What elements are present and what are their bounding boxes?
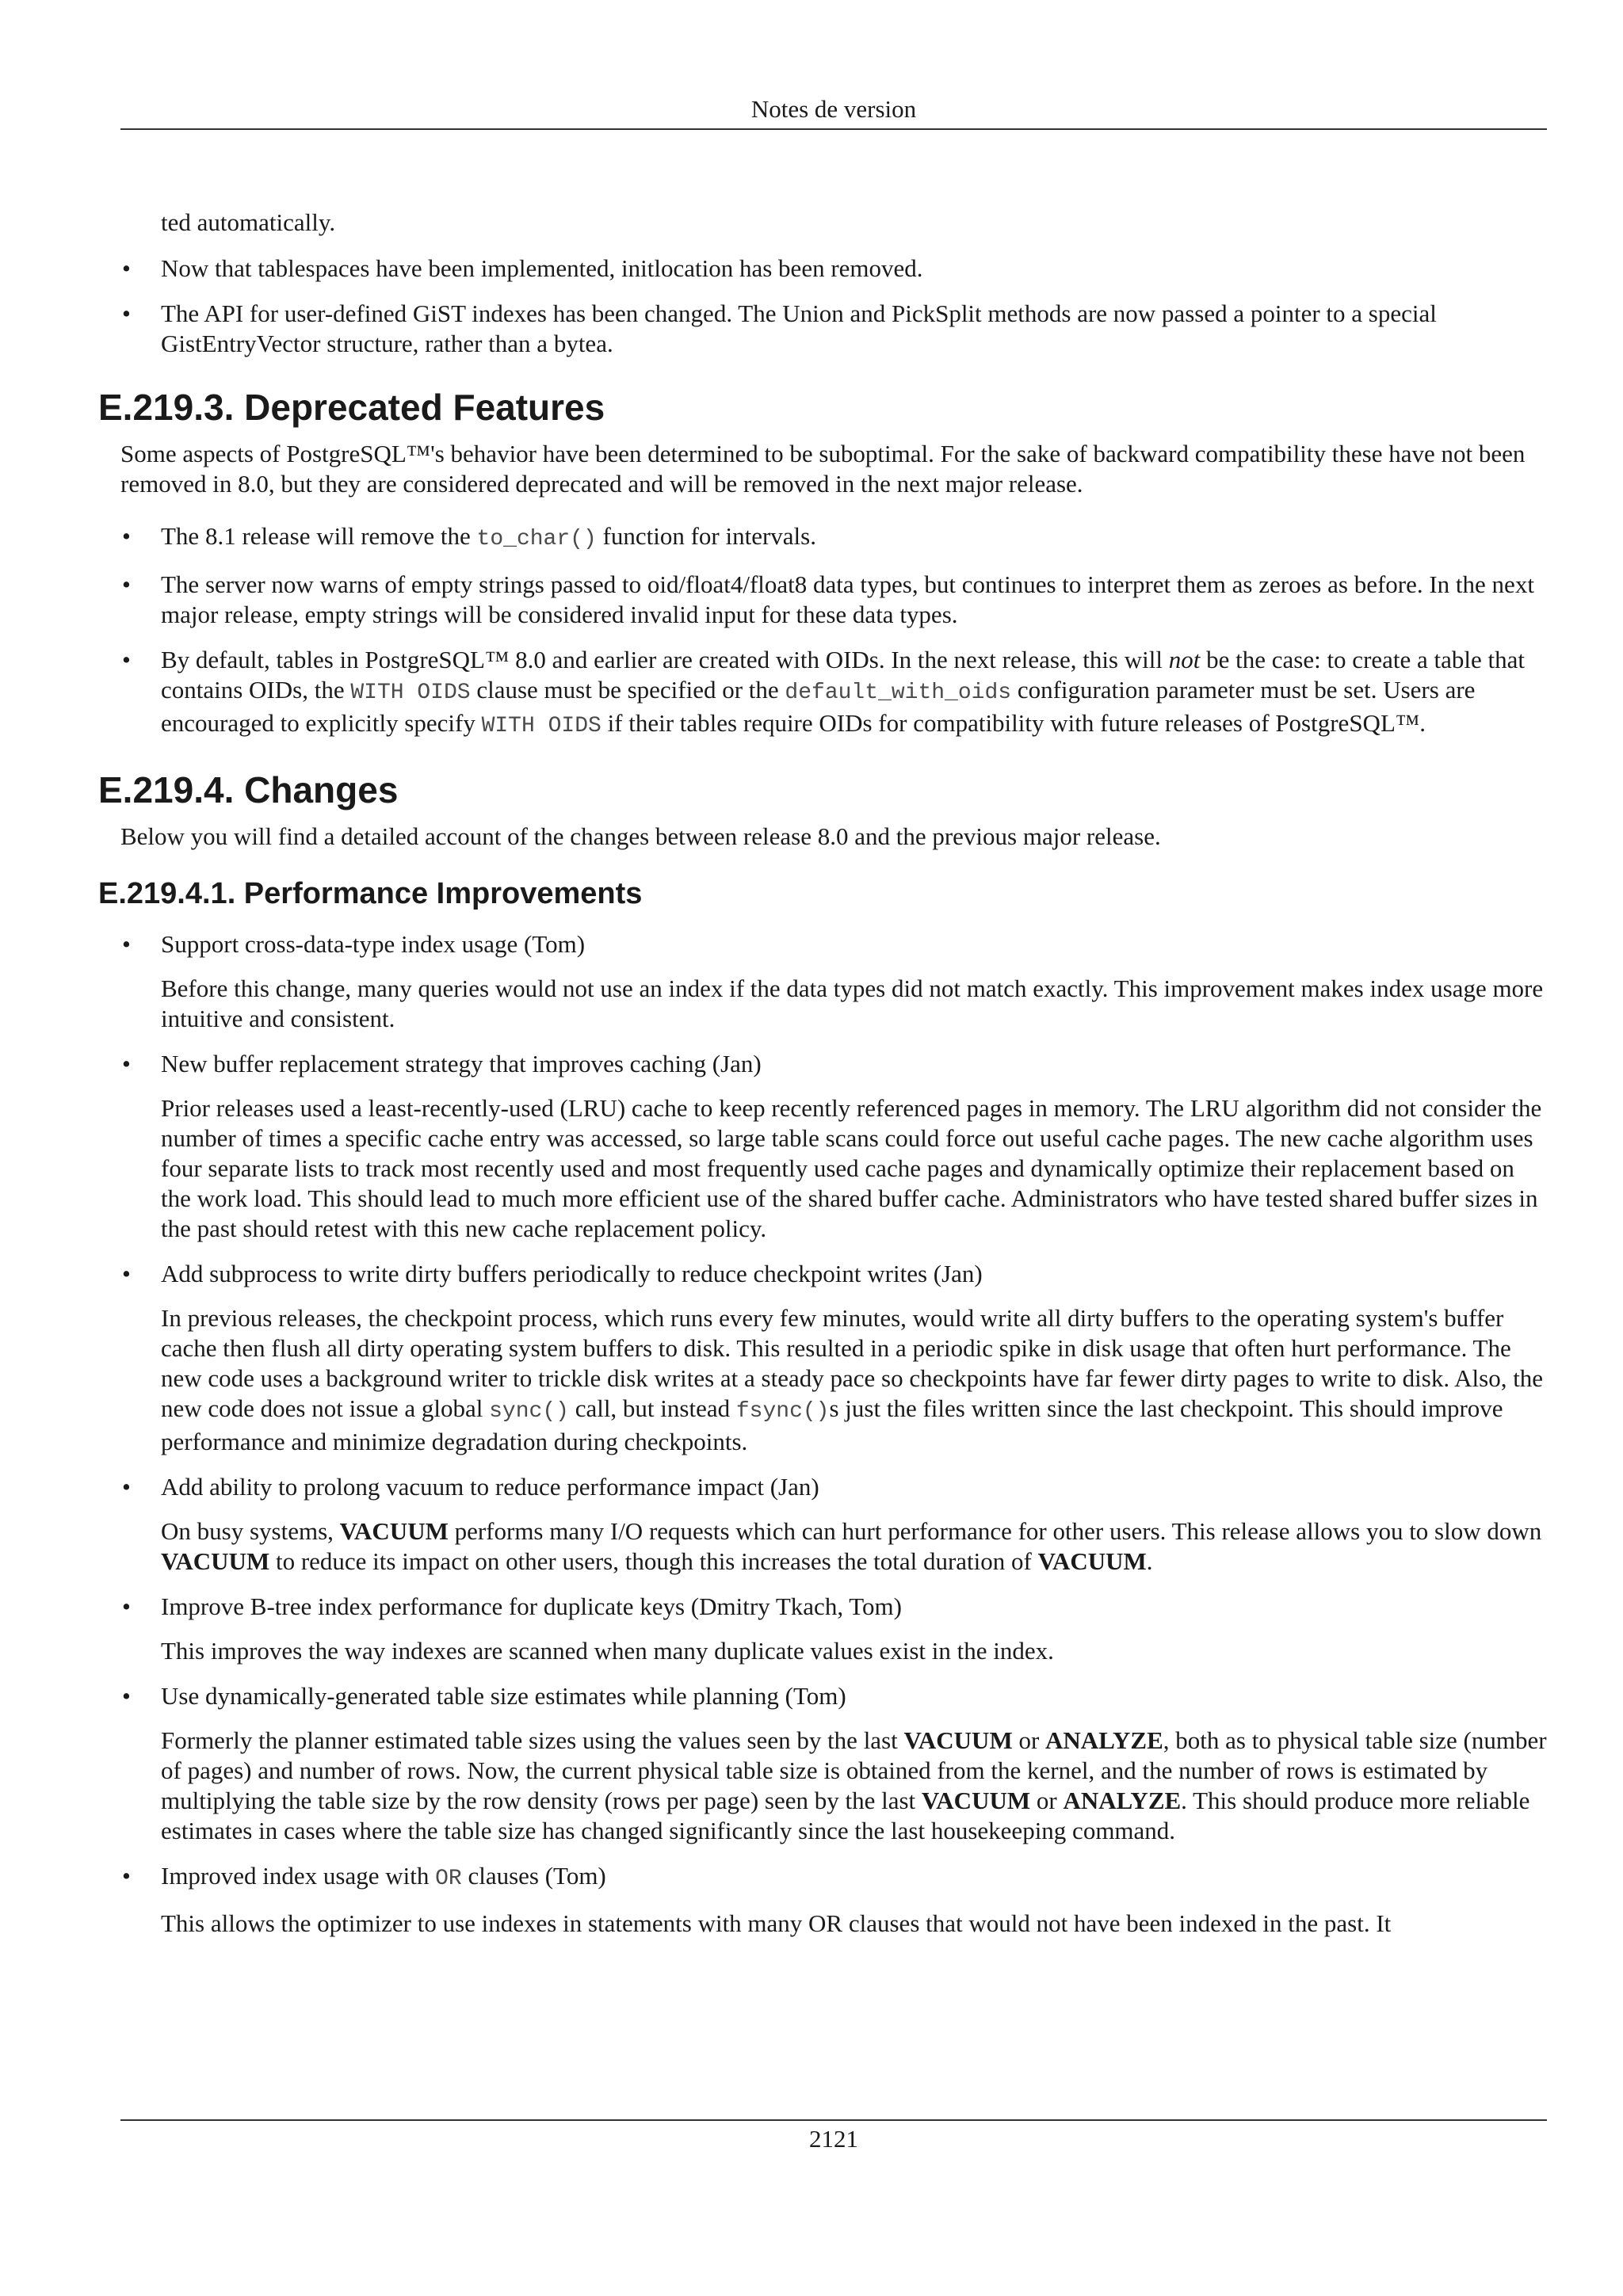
bullet: • [122,1473,131,1501]
list-item: • Improved index usage with OR clauses (Tom) This allows the optimizer to use indexes in statements with many OR clauses that would not have been indexed in the past. It [122,1862,1392,1937]
list-item: • Support cross-data-type index usage (Tom) Before this change, many queries would not use an index if the data types did not match exactly. This improvement makes index usage more intuitive and consistent. [122,930,1544,1032]
list-item: • New buffer replacement strategy that improves caching (Jan) Prior releases used a least-recently-used (LRU) cache to keep recently referenced pages in memory. The LRU algorithm did not consider the number of times a specific cache entry was accessed, so large table scans could force out useful cache pages. The new cache algorithm uses four separate lists to track most recently used and most frequently used cache pages and dynamically optimize their replacement based on the work load. This should lead to much more efficient use of the shared buffer cache. Administrators who have tested shared buffer sizes in the past should retest with this new cache replacement policy. [122,1050,1542,1242]
list-item: • The server now warns of empty strings passed to oid/float4/float8 data types, but continues to interpret them as zeroes as before. In the next major release, empty strings will be considered invalid input for these data types. [122,570,1534,628]
deprecated-intro: Some aspects of PostgreSQL™'s behavior have been determined to be suboptimal. For the sake of backward compatibility these have not been removed in 8.0, but they are considered deprecated and will be removed in the next major release. [120,440,1526,498]
bullet: • [122,299,131,327]
bullet: • [122,570,131,598]
bullet: • [122,1260,131,1287]
list-item: • Now that tablespaces have been implemented, initlocation has been removed. [122,254,923,282]
list-item: • By default, tables in PostgreSQL™ 8.0 and earlier are created with OIDs. In the next release, this will not be the case: to create a table that contains OIDs, the WITH OIDS clause must be specified or the default_with_oids configuration parameter must be set. Users are encouraged to explicitly specify WITH OIDS if their tables require OIDs for compatibility with future releases of PostgreSQL™. [122,646,1526,738]
list-item: • Use dynamically-generated table size estimates while planning (Tom) Formerly the planner estimated table sizes using the values seen by the last VACUUM or ANALYZE, both as to physical table size (number of pages) and number of rows. Now, the current physical table size is obtained from the kernel, and the number of rows is estimated by multiplying the table size by the row density (rows per page) seen by the last VACUUM or ANALYZE. This should produce more reliable estimates in cases where the table size has changed significantly since the last housekeeping command. [122,1682,1547,1844]
code-fsync: fsync() [735,1399,830,1424]
code-with-oids: WITH OIDS [481,714,601,738]
page-content [98,208,1547,1954]
page-number: 2121 [809,2125,858,2153]
bullet: • [122,1050,131,1077]
bullet: • [122,1682,131,1710]
bullet: • [122,254,131,282]
code-or: OR [435,1867,462,1891]
bullet: • [122,1862,131,1890]
changes-intro: Below you will find a detailed account of the changes between release 8.0 and the previous major release. [120,822,1161,850]
list-item: • The 8.1 release will remove the to_char() function for intervals. [122,522,816,551]
code-sync: sync() [489,1399,569,1424]
section-heading-changes: E.219.4. Changes [98,769,399,810]
bullet: • [122,646,131,673]
code-default-with-oids: default_with_oids [785,681,1012,705]
code-with-oids: WITH OIDS [350,681,471,705]
list-item: • Add subprocess to write dirty buffers periodically to reduce checkpoint writes (Jan) In previous releases, the checkpoint process, which runs every few minutes, would write all dirty buffers to the operating system's buffer cache then flush all dirty operating system buffers to disk. This resulted in a periodic spike in disk usage that often hurt performance. The new code uses a background writer to trickle disk writes at a steady pace so checkpoints have far fewer dirty pages to write to disk. Also, the new code does not issue a global sync() call, but instead fsync()s just the files written since the last checkpoint. This should improve performance and minimize degradation during checkpoints. [122,1260,1544,1455]
list-item: • The API for user-defined GiST indexes has been changed. The Union and PickSplit methods are now passed a pointer to a special GistEntryVector structure, rather than a bytea. [122,299,1437,357]
bullet: • [122,522,131,550]
footer-rule [120,2119,1547,2121]
subsection-heading-performance: E.219.4.1. Performance Improvements [98,877,643,910]
code-to-char: to_char() [476,527,597,551]
running-header: Notes de version [750,95,917,123]
section-heading-deprecated: E.219.3. Deprecated Features [98,387,605,428]
bullet: • [122,1592,131,1620]
deprecated-list [120,521,1547,742]
top-list [120,254,1547,359]
header-rule [120,128,1547,130]
bullet: • [122,930,131,958]
performance-list [120,929,1547,1939]
list-item: • Add ability to prolong vacuum to reduce performance impact (Jan) On busy systems, VACUUM performs many I/O requests which can hurt performance for other users. This release allows you to slow down VACUUM to reduce its impact on other users, though this increases the total duration of VACUUM. [122,1473,1542,1575]
list-item: • Improve B-tree index performance for duplicate keys (Dmitry Tkach, Tom) This improves the way indexes are scanned when many duplicate values exist in the index. [122,1592,1054,1665]
continuation-text: ted automatically. [161,208,336,236]
